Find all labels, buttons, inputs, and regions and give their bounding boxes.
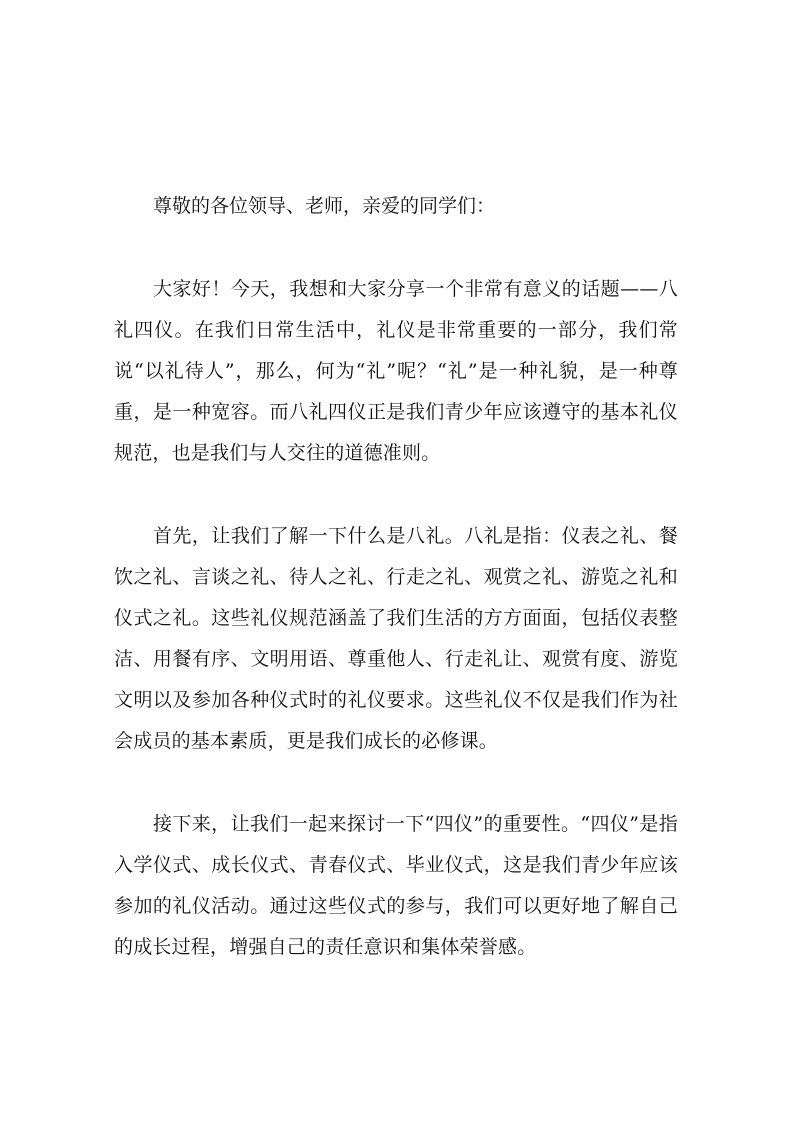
paragraph-spacer (114, 762, 678, 804)
paragraph-spacer (114, 227, 678, 269)
salutation: 尊敬的各位领导、老师，亲爱的同学们： (153, 195, 496, 217)
document-page (114, 186, 678, 968)
paragraph-intro: 大家好！今天，我想和大家分享一个非常有意义的话题——八礼四仪。在我们日常生活中，礼仪是非常重要的一部分，我们常说“以礼待人”，那么，何为“礼”呢？“礼”是一种礼貌，是一种尊重，是一种宽容。而八礼四仪正是我们青少年应该遵守的基本礼仪规范，也是我们与人交往的道德准则。 (114, 278, 678, 464)
paragraph-spacer (114, 474, 678, 516)
paragraph-four-ceremonies: 接下来，让我们一起来探讨一下“四仪”的重要性。“四仪”是指入学仪式、成长仪式、青春仪式、毕业仪式，这是我们青少年应该参加的礼仪活动。通过这些仪式的参与，我们可以更好地了解自己的成长过程，增强自己的责任意识和集体荣誉感。 (114, 813, 678, 958)
paragraph-eight-etiquettes: 首先，让我们了解一下什么是八礼。八礼是指：仪表之礼、餐饮之礼、言谈之礼、待人之礼、行走之礼、观赏之礼、游览之礼和仪式之礼。这些礼仪规范涵盖了我们生活的方方面面，包括仪表整洁、用餐有序、文明用语、尊重他人、行走礼让、观赏有度、游览文明以及参加各种仪式时的礼仪要求。这些礼仪不仅是我们作为社会成员的基本素质，更是我们成长的必修课。 (114, 525, 678, 752)
